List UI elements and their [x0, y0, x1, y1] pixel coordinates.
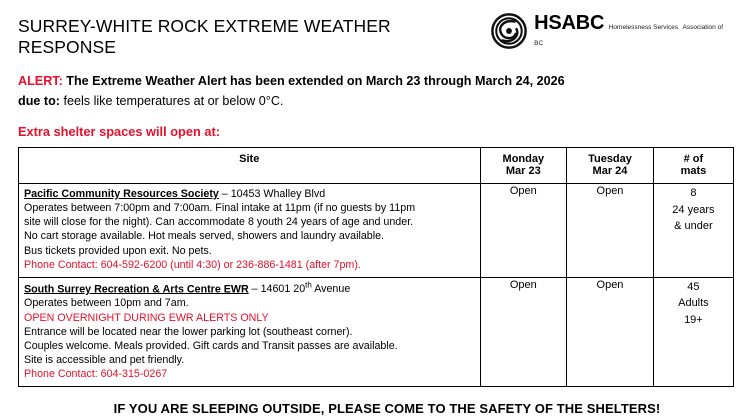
site-alert-line: OPEN OVERNIGHT DURING EWR ALERTS ONLY: [24, 311, 269, 324]
mats-note-line2: 19+: [684, 313, 703, 326]
table-row: [19, 277, 734, 386]
site-address: – 10453 Whalley Blvd: [218, 188, 326, 201]
tuesday-status: Open: [567, 184, 654, 278]
site-detail-line: Bus tickets provided upon exit. No pets.: [24, 244, 212, 257]
table-header-row: [19, 148, 734, 184]
logo-acronym: HSABC: [534, 12, 605, 34]
tuesday-date: Mar 24: [592, 165, 628, 178]
site-detail-line: Entrance will be located near the lower parking lot (southeast corner).: [24, 325, 353, 338]
site-title-line: [24, 187, 475, 201]
logo-subtitle-line2: Association of BC: [534, 24, 724, 47]
hsabc-logo: [490, 12, 732, 50]
site-detail-line: site will close for the night). Can accommodate 8 youth 24 years of age and under.: [24, 216, 414, 229]
site-address: – 14601 20th Avenue: [248, 280, 351, 296]
monday-status: Open: [480, 184, 567, 278]
logo-wordmark: [534, 13, 732, 49]
tuesday-label: Tuesday: [588, 153, 632, 166]
spiral-knot-logo-icon: [490, 12, 528, 50]
column-header-monday: [480, 148, 567, 184]
column-header-site: Site: [19, 148, 481, 184]
monday-date: Mar 23: [505, 165, 541, 178]
logo-subtitle-line1: Homelessness Services: [608, 24, 679, 31]
column-header-tuesday: [567, 148, 654, 184]
site-phone-contact: Phone Contact: 604-592-6200 (until 4:30) or 236-886-1481 (after 7pm).: [24, 258, 361, 271]
page-title: SURREY-WHITE ROCK EXTREME WEATHER RESPONSE: [18, 16, 391, 57]
mats-cell: [653, 277, 733, 386]
site-cell-south-surrey-recreation-arts-centre-ewr: [19, 277, 481, 386]
site-detail-line: Couples welcome. Meals provided. Gift cards and Transit passes are available.: [24, 339, 398, 352]
site-title-line: [24, 281, 475, 297]
mats-cell: [653, 184, 733, 278]
monday-status: Open: [480, 277, 567, 386]
site-detail-line: Operates between 10pm and 7am.: [24, 297, 189, 310]
tuesday-status: Open: [567, 277, 654, 386]
monday-label: Monday: [502, 153, 545, 166]
mats-count: 45: [687, 280, 700, 293]
mats-label-line2: mats: [680, 165, 707, 178]
site-phone-contact: Phone Contact: 604-315-0267: [24, 368, 168, 381]
table-row: [19, 184, 734, 278]
alert-normal-text: feels like temperatures at or below 0°C.: [63, 93, 284, 108]
mats-count: 8: [690, 187, 697, 200]
alert-label: ALERT:: [18, 74, 63, 88]
mats-note-line1: 24 years: [672, 203, 715, 216]
shelter-schedule-table: [18, 147, 734, 387]
mats-note-line2: & under: [674, 220, 713, 233]
alert-bold-text: The Extreme Weather Alert has been extended on March 23 through March 24, 2026 due to:: [18, 74, 565, 108]
mats-label-line1: # of: [683, 153, 704, 166]
column-header-mats: [653, 148, 733, 184]
site-detail-line: Site is accessible and pet friendly.: [24, 353, 185, 366]
site-detail-line: No cart storage available. Hot meals served, showers and laundry available.: [24, 230, 384, 243]
alert-paragraph: [18, 72, 578, 111]
site-name: South Surrey Recreation & Arts Centre EWR: [24, 283, 249, 296]
footer-message: IF YOU ARE SLEEPING OUTSIDE, PLEASE COME TO THE SAFETY OF THE SHELTERS!: [113, 401, 661, 416]
site-cell-pacific-community-resources-society: [19, 184, 481, 278]
site-name: Pacific Community Resources Society: [24, 188, 219, 201]
mats-note-line1: Adults: [678, 297, 709, 310]
site-detail-line: Operates between 7:00pm and 7:00am. Final intake at 11pm (if no guests by 11pm: [24, 202, 416, 215]
subheading: Extra shelter spaces will open at:: [18, 124, 220, 140]
document-header: [18, 10, 736, 58]
